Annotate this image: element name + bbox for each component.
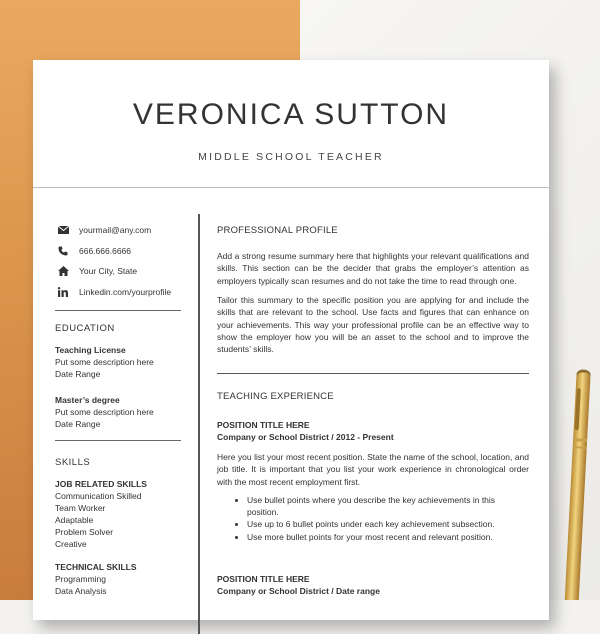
phone-text: 666.666.6666 [79, 245, 131, 256]
profile-divider [217, 373, 529, 374]
education-entry [55, 394, 181, 430]
education-degree: Master’s degree [55, 395, 120, 405]
education-date: Date Range [55, 419, 101, 429]
company-line: Company or School District / Date range [217, 586, 380, 596]
achievement-bullet: • Use bullet points where you describe the key achievements in this position. [247, 494, 529, 519]
resume-page [33, 60, 549, 620]
position-title: POSITION TITLE HERE [217, 574, 310, 584]
left-column [55, 220, 181, 597]
location-text: Your City, State [79, 266, 138, 277]
home-icon [58, 265, 78, 277]
position-title: POSITION TITLE HERE [217, 420, 310, 430]
profile-paragraph: Tailor this summary to the specific position you are applying for and include the skills that are relevant to the school. Use facts and figures that can enhance on your achievements. This way your professional profile can be an effective way to show the employer how you will be an asset to the school and to improve the students’ skills. [217, 295, 529, 355]
achievement-list [217, 494, 529, 543]
resume-name: VERONICA SUTTON [132, 98, 450, 131]
profile-heading: PROFESSIONAL PROFILE [217, 225, 338, 236]
job-skills-group [55, 478, 181, 550]
experience-entry [217, 419, 529, 543]
skill-item: Communication Skilled [55, 491, 142, 501]
skill-item: Team Worker [55, 503, 106, 513]
job-skills-heading: JOB RELATED SKILLS [55, 479, 147, 489]
experience-entry [217, 573, 529, 597]
achievement-bullet: • Use up to 6 bullet points under each key achievement subsection. [247, 518, 529, 530]
skill-item: Problem Solver [55, 527, 114, 537]
contact-location [55, 261, 181, 282]
skill-item: Adaptable [55, 515, 94, 525]
education-heading: EDUCATION [55, 323, 115, 334]
phone-icon [58, 245, 78, 257]
envelope-icon [58, 224, 78, 236]
company-line: Company or School District / 2012 - Present [217, 432, 394, 442]
header-divider [33, 187, 549, 188]
education-date: Date Range [55, 369, 101, 379]
education-degree: Teaching License [55, 345, 126, 355]
contact-divider [55, 310, 181, 311]
achievement-bullet: • Use more bullet points for your most recent and relevant position. [247, 531, 529, 543]
education-description: Put some description here [55, 407, 154, 417]
job-description: Here you list your most recent position. State the name of the school, location, and job title. It is important that you list your work experience in chronological order with the most recent employment first. [217, 452, 529, 487]
contact-linkedin [55, 282, 181, 303]
profile-paragraph: Add a strong resume summary here that highlights your relevant qualifications and skills. This section can be the decider that grabs the employer’s attention as employers typically scan resumes and do not take the time to read through one. [217, 251, 529, 286]
skill-item: Programming [55, 574, 107, 584]
linkedin-text: Linkedin.com/yourprofile [79, 286, 172, 297]
linkedin-icon [58, 286, 78, 298]
education-divider [55, 440, 181, 441]
gold-pen-decoration [540, 360, 600, 600]
experience-heading: TEACHING EXPERIENCE [217, 391, 334, 402]
email-text: yourmail@any.com [79, 225, 152, 236]
skill-item: Creative [55, 539, 87, 549]
education-description: Put some description here [55, 357, 154, 367]
resume-job-title: MIDDLE SCHOOL TEACHER [198, 151, 384, 163]
skill-item: Data Analysis [55, 586, 107, 596]
contact-phone [55, 241, 181, 262]
education-entry [55, 344, 181, 380]
column-divider [198, 214, 200, 634]
skills-heading: SKILLS [55, 457, 91, 468]
tech-skills-group [55, 561, 181, 597]
contact-email [55, 220, 181, 241]
tech-skills-heading: TECHNICAL SKILLS [55, 562, 137, 572]
